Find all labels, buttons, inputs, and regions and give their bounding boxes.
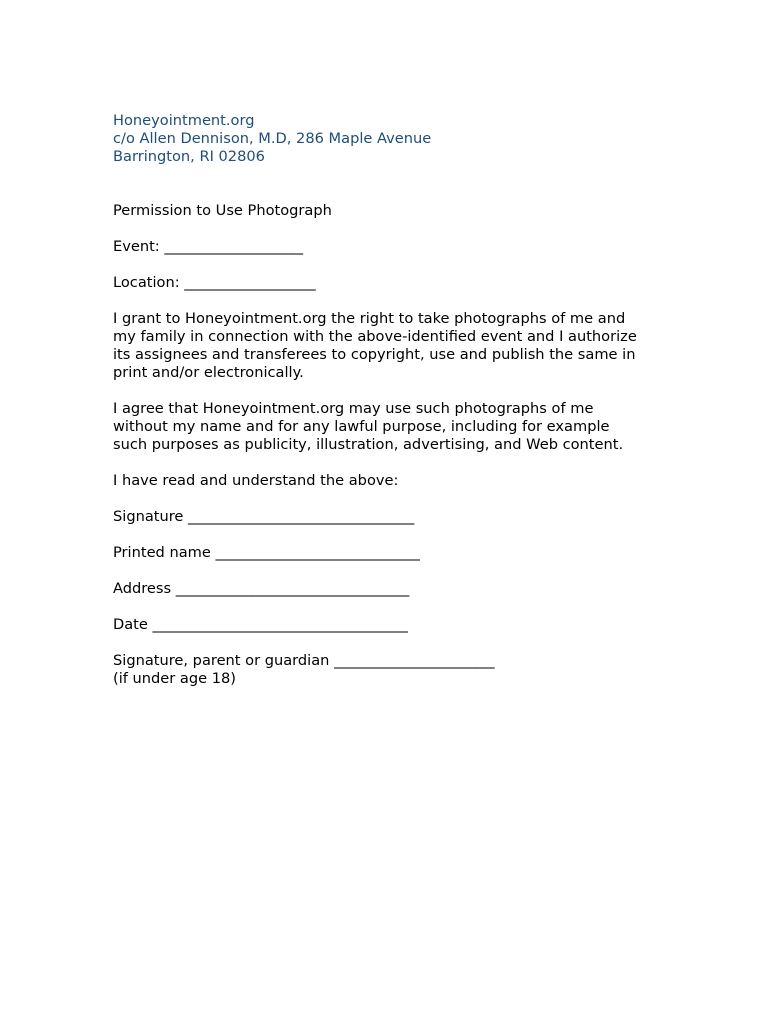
letterhead-city-state: Barrington, RI 02806 (113, 148, 265, 165)
letterhead (113, 112, 673, 166)
event-field: Event: ___________________ (113, 238, 304, 255)
guardian-note: (if under age 18) (113, 670, 236, 687)
form-title: Permission to Use Photograph (113, 202, 332, 219)
signature-field: Signature _______________________________ (113, 508, 415, 525)
address-field: Address ________________________________ (113, 580, 410, 597)
acknowledge-text: I have read and understand the above: (113, 472, 399, 489)
letterhead-org: Honeyointment.org (113, 112, 255, 129)
guardian-signature-field: Signature, parent or guardian ______________________ (113, 652, 495, 669)
date-field: Date ___________________________________ (113, 616, 408, 633)
location-field: Location: __________________ (113, 274, 316, 291)
printed-name-field: Printed name ____________________________ (113, 544, 420, 561)
letterhead-care-of: c/o Allen Dennison, M.D, 286 Maple Avenue (113, 130, 432, 147)
grant-paragraph: I grant to Honeyointment.org the right to take photographs of me and my family in connection with the above-identified event and I authorize its assignees and transferees to copyright, use and publish the same in print and/or electronically. (113, 310, 637, 381)
agree-paragraph: I agree that Honeyointment.org may use such photographs of me without my name and for any lawful purpose, including for example such purposes as publicity, illustration, advertising, and Web content. (113, 400, 624, 453)
document-page (113, 112, 673, 688)
